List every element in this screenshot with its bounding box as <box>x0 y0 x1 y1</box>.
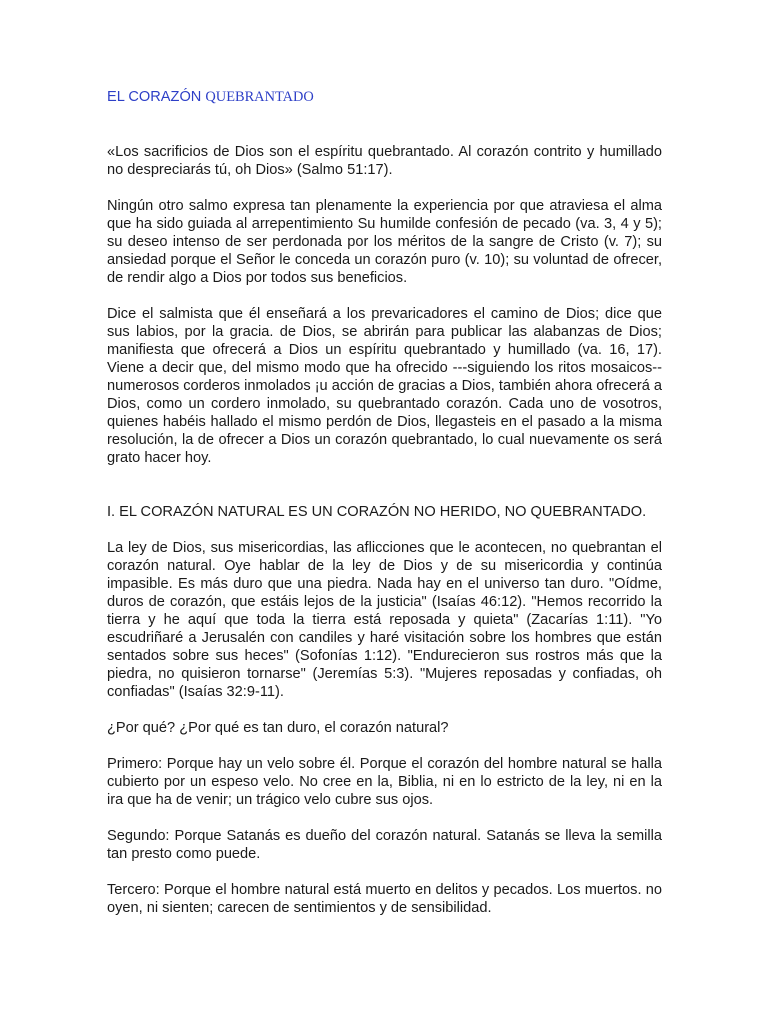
title-part-2: QUEBRANTADO <box>205 89 314 105</box>
body-paragraph: Segundo: Porque Satanás es dueño del corazón natural. Satanás se lleva la semilla tan presto como puede. <box>107 828 662 862</box>
document-title <box>107 88 662 106</box>
body-paragraph: Dice el salmista que él enseñará a los prevaricadores el camino de Dios; dice que sus labios, por la gracia. de Dios, se abrirán para publicar las alabanzas de Dios; manifiesta que ofrecerá a Dios un espíritu quebrantado y humillado (va. 16, 17). Viene a decir que, del mismo modo que ha ofrecido ---siguiendo los ritos mosaicos-- numerosos corderos inmolados ¡u acción de gracias a Dios, también ahora ofrecerá a Dios, como un cordero inmolado, su quebrantado corazón. Cada uno de vosotros, quienes habéis hallado el mismo perdón de Dios, llegasteis en el pasado a la misma resolución, la de ofrecer a Dios un corazón quebrantado, lo cual nuevamente os será grato hacer hoy. <box>107 306 662 466</box>
body-paragraph: La ley de Dios, sus misericordias, las aflicciones que le acontecen, no quebrantan el corazón natural. Oye hablar de la ley de Dios y de su misericordia y continúa impasible. Es más duro que una piedra. Nada hay en el universo tan duro. "Oídme, duros de corazón, que estáis lejos de la justicia" (Isaías 46:12). "Hemos recorrido la tierra y he aquí que toda la tierra está reposada y quieta" (Zacarías 1:11). "Yo escudriñaré a Jerusalén con candiles y haré visitación sobre los hombres que están sentados sobre sus heces" (Sofonías 1:12). "Endurecieron sus rostros más que la piedra, no quisieron tornarse" (Jeremías 5:3). "Mujeres reposadas y confiadas, oh confiadas" (Isaías 32:9-11). <box>107 540 662 700</box>
body-paragraph: Tercero: Porque el hombre natural está muerto en delitos y pecados. Los muertos. no oyen, ni sienten; carecen de sentimientos y de sensibilidad. <box>107 882 662 916</box>
body-paragraph: ¿Por qué? ¿Por qué es tan duro, el corazón natural? <box>107 720 449 736</box>
epigraph-paragraph: «Los sacrificios de Dios son el espíritu quebrantado. Al corazón contrito y humillado no despreciarás tú, oh Dios» (Salmo 51:17). <box>107 144 662 178</box>
section-heading: I. EL CORAZÓN NATURAL ES UN CORAZÓN NO HERIDO, NO QUEBRANTADO. <box>107 504 647 520</box>
body-paragraph: Primero: Porque hay un velo sobre él. Porque el corazón del hombre natural se halla cubierto por un espeso velo. No cree en la, Biblia, ni en lo estricto de la ley, ni en la ira que ha de venir; un trágico velo cubre sus ojos. <box>107 756 662 808</box>
title-part-1: EL CORAZÓN <box>107 89 202 105</box>
document-page <box>107 88 662 935</box>
body-paragraph: Ningún otro salmo expresa tan plenamente la experiencia por que atraviesa el alma que ha sido guiada al arrepentimiento Su humilde confesión de pecado (va. 3, 4 y 5); su deseo intenso de ser perdonada por los méritos de la sangre de Cristo (v. 7); su ansiedad porque el Señor le conceda un corazón puro (v. 10); su voluntad de ofrecer, de rendir algo a Dios por todos sus beneficios. <box>107 198 662 286</box>
